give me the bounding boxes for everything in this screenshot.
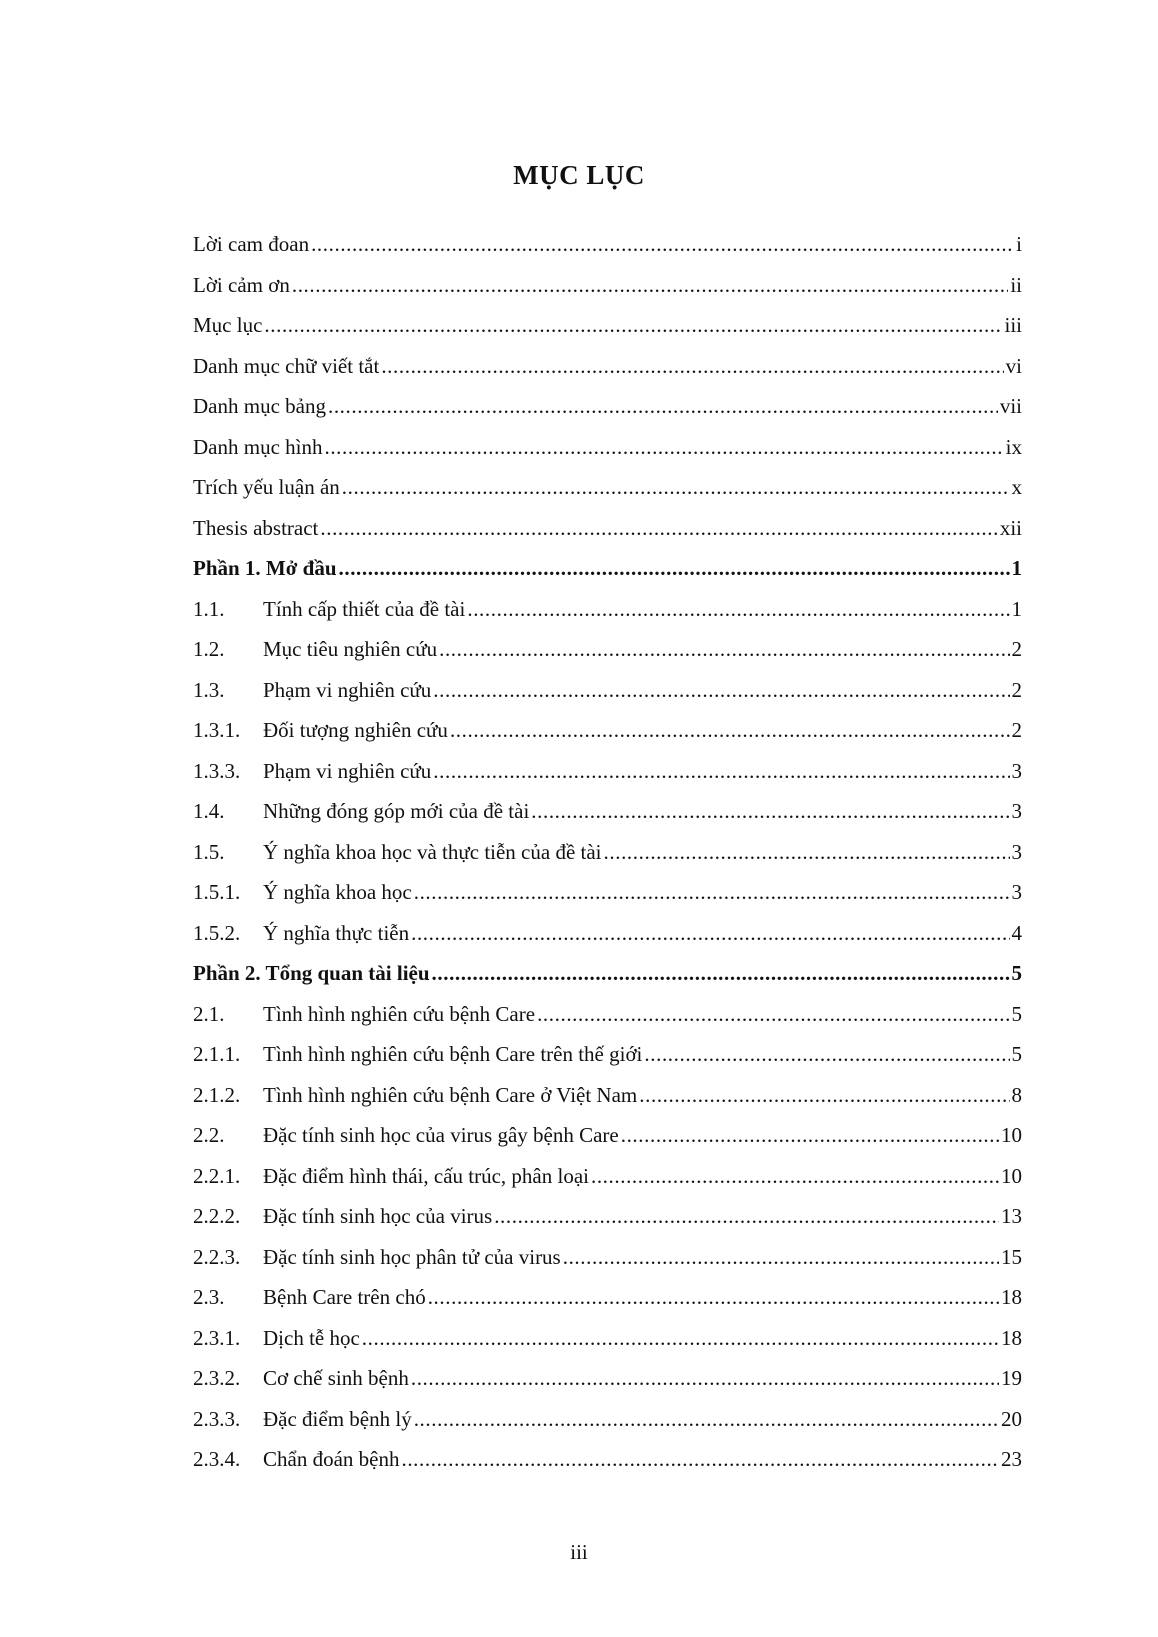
toc-entry-page: 18 xyxy=(1001,1325,1022,1350)
toc-entry-title: Mục lục xyxy=(193,313,263,337)
toc-entry xyxy=(193,1042,1022,1083)
toc-entry-title: Những đóng góp mới của đề tài xyxy=(263,799,530,823)
toc-entry xyxy=(193,678,1022,719)
page-title: MỤC LỤC xyxy=(513,160,645,190)
toc-entry-title: Danh mục hình xyxy=(193,434,323,459)
toc-entry xyxy=(193,516,1022,557)
toc-entry xyxy=(193,1326,1022,1367)
table-of-contents xyxy=(193,232,1022,1488)
toc-entry-title: Lời cam đoan xyxy=(193,232,310,256)
dot-leader xyxy=(428,1285,999,1310)
toc-entry-page: 4 xyxy=(1011,920,1022,945)
toc-entry-page: 19 xyxy=(1001,1366,1022,1390)
toc-entry-number: 1.2. xyxy=(193,637,225,661)
toc-entry-title: Đối tượng nghiên cứu xyxy=(263,718,448,742)
toc-entry-number: 2.2.1. xyxy=(193,1163,241,1188)
toc-entry-title: Dịch tễ học xyxy=(263,1325,360,1350)
toc-entry xyxy=(193,273,1022,314)
toc-entry-title: Phạm vi nghiên cứu xyxy=(263,677,432,702)
toc-entry xyxy=(193,1285,1022,1326)
toc-entry xyxy=(193,556,1022,597)
toc-entry-number: 1.3.3. xyxy=(193,758,241,783)
toc-entry-number: 2.3.1. xyxy=(193,1325,241,1350)
toc-entry-number: 1.1. xyxy=(193,596,225,621)
dot-leader xyxy=(604,840,1010,865)
dot-leader xyxy=(411,921,1009,946)
toc-entry-title: Đặc tính sinh học của virus xyxy=(263,1204,493,1228)
toc-entry-title: Phần 2. Tổng quan tài liệu xyxy=(193,961,430,985)
dot-leader xyxy=(324,435,1003,460)
toc-entry-page: 2 xyxy=(1011,718,1022,742)
toc-entry-number: 1.5. xyxy=(193,839,225,864)
toc-entry xyxy=(193,232,1022,273)
toc-entry-page: x xyxy=(1011,475,1022,499)
dot-leader xyxy=(362,1326,999,1351)
toc-entry xyxy=(193,1407,1022,1448)
toc-entry-number: 1.5.1. xyxy=(193,880,241,904)
toc-entry xyxy=(193,961,1022,1002)
toc-entry-number: 2.2. xyxy=(193,1123,225,1147)
dot-leader xyxy=(411,1366,999,1391)
toc-entry xyxy=(193,637,1022,678)
toc-entry-page: 5 xyxy=(1011,1001,1022,1026)
dot-leader xyxy=(311,232,1014,257)
toc-entry xyxy=(193,1447,1022,1488)
toc-entry-title: Tính cấp thiết của đề tài xyxy=(263,596,466,621)
toc-entry-title: Đặc tính sinh học của virus gây bệnh Care xyxy=(263,1123,619,1147)
toc-entry-title: Phạm vi nghiên cứu xyxy=(263,758,432,783)
dot-leader xyxy=(339,556,1010,581)
toc-entry-title: Tình hình nghiên cứu bệnh Care xyxy=(263,1001,536,1026)
toc-entry-page: iii xyxy=(1004,313,1022,337)
dot-leader xyxy=(414,880,1010,905)
dot-leader xyxy=(639,1083,1009,1108)
toc-entry-number: 1.3. xyxy=(193,677,225,702)
dot-leader xyxy=(537,1002,1009,1027)
toc-entry-page: i xyxy=(1016,232,1022,256)
toc-entry xyxy=(193,840,1022,881)
dot-leader xyxy=(414,1407,999,1432)
dot-leader xyxy=(381,354,1003,379)
toc-entry-title: Ý nghĩa khoa học xyxy=(263,880,412,904)
toc-entry-page: 5 xyxy=(1011,1042,1022,1066)
toc-entry xyxy=(193,799,1022,840)
toc-entry-page: ix xyxy=(1005,434,1022,459)
toc-entry xyxy=(193,597,1022,638)
toc-entry-page: 3 xyxy=(1011,880,1022,904)
toc-entry-title: Phần 1. Mở đầu xyxy=(193,556,337,580)
toc-entry xyxy=(193,880,1022,921)
toc-entry-page: 2 xyxy=(1011,637,1022,661)
toc-entry-page: 10 xyxy=(1001,1163,1022,1188)
toc-entry-title: Danh mục bảng xyxy=(193,394,326,418)
toc-entry-title: Đặc điểm hình thái, cấu trúc, phân loại xyxy=(263,1163,589,1188)
dot-leader xyxy=(292,273,1008,298)
toc-entry-page: 3 xyxy=(1011,799,1022,823)
dot-leader xyxy=(433,678,1009,703)
toc-entry-page: 18 xyxy=(1001,1285,1022,1309)
toc-entry-page: vi xyxy=(1005,353,1022,378)
toc-entry-page: 10 xyxy=(1001,1123,1022,1147)
toc-entry-title: Mục tiêu nghiên cứu xyxy=(263,637,438,661)
toc-entry-number: 2.1.2. xyxy=(193,1082,241,1107)
toc-entry xyxy=(193,1164,1022,1205)
toc-entry-page: 3 xyxy=(1011,839,1022,864)
toc-entry-page: 5 xyxy=(1011,961,1022,985)
toc-entry-number: 2.2.3. xyxy=(193,1244,241,1269)
toc-entry-title: Bệnh Care trên chó xyxy=(263,1285,426,1309)
dot-leader xyxy=(621,1123,999,1148)
dot-leader xyxy=(342,475,1010,500)
toc-entry-title: Ý nghĩa thực tiễn xyxy=(263,920,410,945)
dot-leader xyxy=(439,637,1009,662)
toc-entry xyxy=(193,921,1022,962)
toc-entry-title: Chẩn đoán bệnh xyxy=(263,1447,400,1471)
toc-entry-page: 8 xyxy=(1011,1082,1022,1107)
toc-entry-title: Trích yếu luận án xyxy=(193,475,340,499)
toc-entry-number: 2.1.1. xyxy=(193,1042,241,1066)
toc-entry-page: vii xyxy=(999,394,1022,418)
toc-entry xyxy=(193,354,1022,395)
toc-entry-number: 1.3.1. xyxy=(193,718,241,742)
toc-entry-page: 2 xyxy=(1011,677,1022,702)
toc-entry-page: 23 xyxy=(1001,1447,1022,1471)
toc-entry xyxy=(193,759,1022,800)
toc-entry-number: 2.3. xyxy=(193,1285,225,1309)
toc-entry-number: 2.2.2. xyxy=(193,1204,241,1228)
toc-entry xyxy=(193,1083,1022,1124)
toc-entry-page: xii xyxy=(999,515,1022,540)
toc-entry xyxy=(193,1002,1022,1043)
toc-entry xyxy=(193,1123,1022,1164)
toc-entry-title: Thesis abstract xyxy=(193,515,319,540)
toc-entry xyxy=(193,1245,1022,1286)
dot-leader xyxy=(494,1204,999,1229)
dot-leader xyxy=(531,799,1009,824)
toc-entry-number: 2.3.2. xyxy=(193,1366,241,1390)
dot-leader xyxy=(401,1447,999,1472)
dot-leader xyxy=(433,759,1009,784)
toc-entry-title: Tình hình nghiên cứu bệnh Care ở Việt Nam xyxy=(263,1082,638,1107)
toc-entry-title: Lời cảm ơn xyxy=(193,272,290,297)
dot-leader xyxy=(563,1245,999,1270)
toc-entry-page: 1 xyxy=(1011,556,1022,580)
toc-entry xyxy=(193,718,1022,759)
dot-leader xyxy=(264,313,1002,338)
dot-leader xyxy=(320,516,997,541)
dot-leader xyxy=(328,394,998,419)
toc-entry-title: Đặc điểm bệnh lý xyxy=(263,1406,412,1431)
toc-entry xyxy=(193,475,1022,516)
toc-entry-page: 15 xyxy=(1001,1244,1022,1269)
toc-entry-number: 1.4. xyxy=(193,799,225,823)
toc-entry xyxy=(193,1204,1022,1245)
toc-entry-page: 20 xyxy=(1001,1406,1022,1431)
toc-entry-title: Danh mục chữ viết tắt xyxy=(193,353,380,378)
toc-entry-page: 1 xyxy=(1011,596,1022,621)
dot-leader xyxy=(644,1042,1009,1067)
dot-leader xyxy=(432,961,1010,986)
toc-entry-page: 3 xyxy=(1011,758,1022,783)
toc-entry xyxy=(193,394,1022,435)
toc-entry-title: Cơ chế sinh bệnh xyxy=(263,1366,409,1390)
page-number: iii xyxy=(570,1540,588,1564)
toc-entry-page: 13 xyxy=(1001,1204,1022,1228)
toc-entry xyxy=(193,1366,1022,1407)
toc-entry-number: 2.1. xyxy=(193,1001,225,1026)
toc-entry-page: ii xyxy=(1010,272,1022,297)
toc-entry-number: 1.5.2. xyxy=(193,920,241,945)
toc-entry-number: 2.3.4. xyxy=(193,1447,241,1471)
toc-entry-number: 2.3.3. xyxy=(193,1406,241,1431)
dot-leader xyxy=(467,597,1009,622)
toc-entry-title: Ý nghĩa khoa học và thực tiễn của đề tài xyxy=(263,839,602,864)
toc-entry-title: Tình hình nghiên cứu bệnh Care trên thế giới xyxy=(263,1042,643,1066)
toc-entry xyxy=(193,435,1022,476)
dot-leader xyxy=(450,718,1010,743)
toc-entry-title: Đặc tính sinh học phân tử của virus xyxy=(263,1244,561,1269)
toc-entry xyxy=(193,313,1022,354)
dot-leader xyxy=(591,1164,999,1189)
